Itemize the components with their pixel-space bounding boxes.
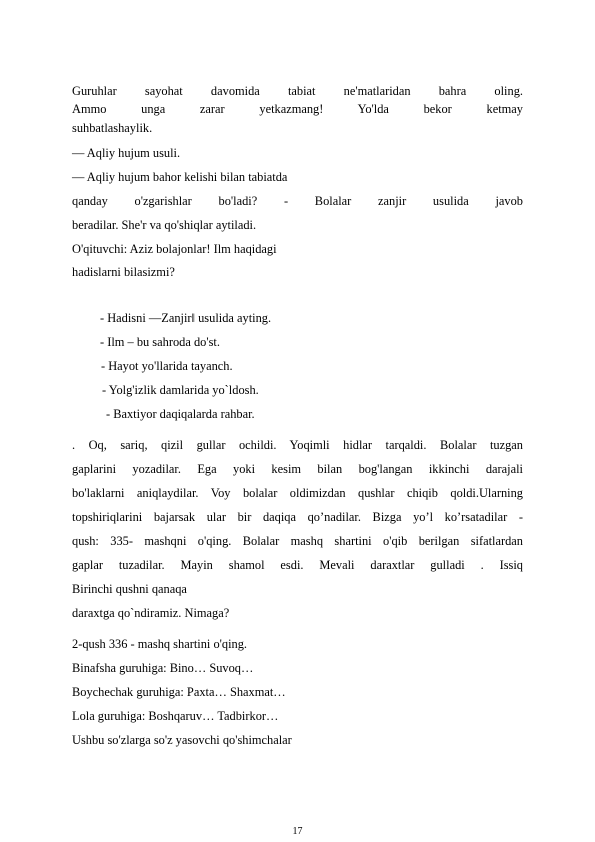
text-line: — Aqliy hujum bahor kelishi bilan tabiatda xyxy=(72,170,288,184)
text-line: Lola guruhiga: Boshqaruv… Tadbirkor… xyxy=(72,709,279,723)
list-item: - Hayot yo'llarida tayanch. xyxy=(101,359,233,373)
text-line: Binafsha guruhiga: Bino… Suvoq… xyxy=(72,661,254,675)
text-line: Ushbu so'zlarga so'z yasovchi qo'shimchalar xyxy=(72,733,292,747)
list-item: - Baxtiyor daqiqalarda rahbar. xyxy=(106,407,255,421)
text-line: bo'laklarni aniqlaydilar. Voy bolalar oldimizdan qushlar chiqib qoldi.Ularning xyxy=(72,486,523,500)
list-item: - Yolg'izlik damlarida yo`ldosh. xyxy=(102,383,259,397)
text-line: 2-qush 336 - mashq shartini o'qing. xyxy=(72,637,247,651)
text-line: Birinchi qushni qanaqa xyxy=(72,582,187,596)
text-line: qush: 335- mashqni o'qing. Bolalar mashq shartini o'qib berilgan sifatlardan xyxy=(72,534,523,548)
text-line: gaplarini yozadilar. Ega yoki kesim bilan bog'langan ikkinchi darajali xyxy=(72,462,523,476)
text-line: O'qituvchi: Aziz bolajonlar! Ilm haqidagi xyxy=(72,242,277,256)
text-line: hadislarni bilasizmi? xyxy=(72,265,175,279)
text-line: Ammo unga zarar yetkazmang! Yo'lda bekor ketmay xyxy=(72,102,523,116)
text-line: . Oq, sariq, qizil gullar ochildi. Yoqimli hidlar tarqaldi. Bolalar tuzgan xyxy=(72,438,523,452)
text-line: topshiriqlarini bajarsak ular bir daqiqa qo’nadilar. Bizga yo’l ko’rsatadilar - xyxy=(72,510,523,524)
text-line: Guruhlar sayohat davomida tabiat ne'matlaridan bahra oling. xyxy=(72,84,523,98)
text-line: suhbatlashaylik. xyxy=(72,121,153,135)
page-number: 17 xyxy=(292,826,303,837)
text-line: gaplar tuzadilar. Mayin shamol esdi. Mevali daraxtlar gulladi . Issiq xyxy=(72,558,523,572)
text-line: beradilar. She'r va qo'shiqlar aytiladi. xyxy=(72,218,257,232)
text-line: qanday o'zgarishlar bo'ladi? - Bolalar zanjir usulida javob xyxy=(72,194,523,208)
list-item: - Ilm – bu sahroda do'st. xyxy=(100,335,220,349)
text-line: Boychechak guruhiga: Paxta… Shaxmat… xyxy=(72,685,286,699)
list-item: - Hadisni ―Zanjir‖ usulida ayting. xyxy=(100,311,272,325)
text-line: — Aqliy hujum usuli. xyxy=(72,146,181,160)
text-line: daraxtga qo`ndiramiz. Nimaga? xyxy=(72,606,230,620)
